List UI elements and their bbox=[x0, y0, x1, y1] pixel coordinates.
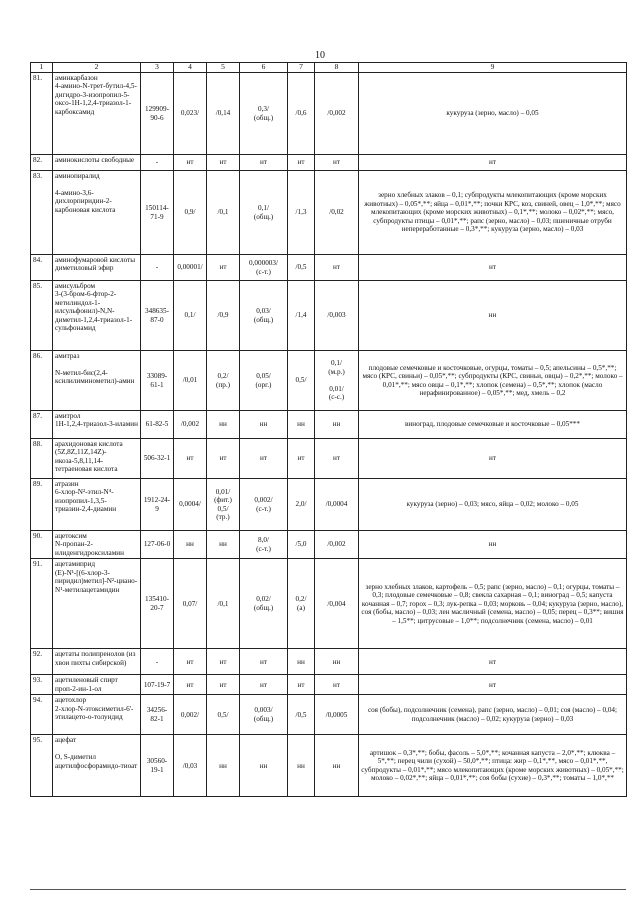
food-residue-limits: нт bbox=[359, 439, 627, 479]
water-limit: нн bbox=[207, 531, 240, 559]
soil-limit: 2,0/ bbox=[288, 479, 315, 531]
cas-number: - bbox=[141, 255, 174, 281]
soil-limit: нт bbox=[288, 439, 315, 479]
atmosphere-limit: нт bbox=[315, 255, 359, 281]
substance-name: аминокислоты свободные bbox=[53, 155, 141, 171]
soil-limit: нн bbox=[288, 649, 315, 675]
substance-name: ацетиленовый спирт проп-2-ин-1-ол bbox=[53, 675, 141, 695]
cas-number: 506-32-1 bbox=[141, 439, 174, 479]
substance-name: амисульбром 3-(3-бром-6-фтор-2-метилиндол-1-илсульфонил)-N,N-диметил-1,2,4-триазол-1-сульфонамид bbox=[53, 281, 141, 351]
cas-number: 135410-20-7 bbox=[141, 559, 174, 649]
air-limit: нт bbox=[240, 649, 288, 675]
regulation-table bbox=[30, 62, 627, 797]
soil-limit: нн bbox=[288, 735, 315, 797]
cas-number: 30560-19-1 bbox=[141, 735, 174, 797]
cas-number: - bbox=[141, 155, 174, 171]
table-row bbox=[31, 649, 627, 675]
table-row bbox=[31, 531, 627, 559]
row-number: 85. bbox=[31, 281, 53, 351]
water-limit: нн bbox=[207, 411, 240, 439]
soil-limit: нт bbox=[288, 155, 315, 171]
substance-name: аминопиралид 4-амино-3,6-дихлорпиридин-2-карбоновая кислота bbox=[53, 171, 141, 255]
column-header: 1 bbox=[31, 63, 53, 73]
table-row bbox=[31, 559, 627, 649]
row-number: 94. bbox=[31, 695, 53, 735]
adi-value: 0,00001/ bbox=[174, 255, 207, 281]
adi-value: 0,0004/ bbox=[174, 479, 207, 531]
air-limit: 0,003/ (общ.) bbox=[240, 695, 288, 735]
cas-number: 34256-82-1 bbox=[141, 695, 174, 735]
adi-value: 0,07/ bbox=[174, 559, 207, 649]
air-limit: 0,03/ (общ.) bbox=[240, 281, 288, 351]
cas-number: 107-19-7 bbox=[141, 675, 174, 695]
table-row bbox=[31, 281, 627, 351]
cas-number: 61-82-5 bbox=[141, 411, 174, 439]
atmosphere-limit: /0,0005 bbox=[315, 695, 359, 735]
page-number: 10 bbox=[315, 50, 325, 61]
cas-number: 127-06-0 bbox=[141, 531, 174, 559]
table-row bbox=[31, 479, 627, 531]
water-limit: нт bbox=[207, 155, 240, 171]
adi-value: нт bbox=[174, 675, 207, 695]
food-residue-limits: зерно хлебных злаков – 0,1; субпродукты млекопитающих (кроме морских животных) – 0,05*,**; яйца – 0,01*,**; почки КРС, коз, свиней, овец – 1,0*,**; мясо млекопитающих (кроме морских животных) – 0,1*,**; молоко – 0,02*,**; мясо, субпродукты птицы – 0,01*,**; рапс (зерно, масло) – 0,03; пшеничные отруби непереработанные – 0,3*,**; кукуруза (зерно, масло) – 0,03 bbox=[359, 171, 627, 255]
water-limit: нт bbox=[207, 675, 240, 695]
page-bottom-rule bbox=[30, 889, 626, 890]
atmosphere-limit: 0,1/ (м.р.) 0,01/ (с-с.) bbox=[315, 351, 359, 411]
air-limit: 0,05/ (орг.) bbox=[240, 351, 288, 411]
column-header: 5 bbox=[207, 63, 240, 73]
water-limit: /0,1 bbox=[207, 559, 240, 649]
air-limit: нн bbox=[240, 411, 288, 439]
table-row bbox=[31, 439, 627, 479]
water-limit: нт bbox=[207, 255, 240, 281]
food-residue-limits: нт bbox=[359, 255, 627, 281]
soil-limit: /0,6 bbox=[288, 73, 315, 155]
cas-number: - bbox=[141, 649, 174, 675]
air-limit: 8,0/ (с-т.) bbox=[240, 531, 288, 559]
cas-number: 1912-24-9 bbox=[141, 479, 174, 531]
table-row bbox=[31, 73, 627, 155]
table-row bbox=[31, 735, 627, 797]
substance-name: амитраз N-метил-бис(2,4-ксилилиминометил)-амин bbox=[53, 351, 141, 411]
adi-value: нт bbox=[174, 155, 207, 171]
air-limit: нн bbox=[240, 735, 288, 797]
row-number: 95. bbox=[31, 735, 53, 797]
atmosphere-limit: нн bbox=[315, 649, 359, 675]
air-limit: 0,002/ (с-т.) bbox=[240, 479, 288, 531]
substance-name: ацетамиприд (E)-N¹-[(6-хлор-3-пиридил)метил]-N²-циано-N¹-метилацетамидин bbox=[53, 559, 141, 649]
food-residue-limits: нт bbox=[359, 649, 627, 675]
food-residue-limits: зерно хлебных злаков, картофель – 0,5; рапс (зерно, масло) – 0,1; огурцы, томаты – 0,3; плодовые семечковые – 0,8; свекла сахарная – 0,1; виноград – 0,5; капуста кочанная – 0,7; горох – 0,3; лук-репка – 0,03; морковь – 0,04; кукуруза (зерно, масло), соя (бобы, масло) – 0,03; лен масличный (семена, масло) – 0,05; перец – 0,3**; вишня – 1,5**; цитрусовые – 1,0**; подсолнечник (семена, масло) – 0,01 bbox=[359, 559, 627, 649]
cas-number: 348635-87-0 bbox=[141, 281, 174, 351]
table-row bbox=[31, 695, 627, 735]
soil-limit: 0,2/ (а) bbox=[288, 559, 315, 649]
food-residue-limits: кукуруза (зерно, масло) – 0,05 bbox=[359, 73, 627, 155]
row-number: 89. bbox=[31, 479, 53, 531]
row-number: 92. bbox=[31, 649, 53, 675]
water-limit: нн bbox=[207, 735, 240, 797]
column-header: 6 bbox=[240, 63, 288, 73]
cas-number: 129909-90-6 bbox=[141, 73, 174, 155]
adi-value: 0,023/ bbox=[174, 73, 207, 155]
row-number: 93. bbox=[31, 675, 53, 695]
adi-value: нт bbox=[174, 439, 207, 479]
substance-name: аминофумаровой кислоты диметиловый эфир bbox=[53, 255, 141, 281]
water-limit: 0,5/ bbox=[207, 695, 240, 735]
atmosphere-limit: нт bbox=[315, 439, 359, 479]
substance-name: ацетаты полипренолов (из хвои пихты сибирской) bbox=[53, 649, 141, 675]
water-limit: /0,14 bbox=[207, 73, 240, 155]
adi-value: 0,1/ bbox=[174, 281, 207, 351]
substance-name: атразин 6-хлор-N²-этил-N⁴-изопропил-1,3,5-триазин-2,4-диамин bbox=[53, 479, 141, 531]
adi-value: 0,002/ bbox=[174, 695, 207, 735]
food-residue-limits: нн bbox=[359, 281, 627, 351]
air-limit: 0,02/ (общ.) bbox=[240, 559, 288, 649]
substance-name: ацефат O, S-диметил ацетилфосфорамидо-тиоат bbox=[53, 735, 141, 797]
cas-number: 150114-71-9 bbox=[141, 171, 174, 255]
atmosphere-limit: /0,002 bbox=[315, 531, 359, 559]
table-row bbox=[31, 351, 627, 411]
table-row bbox=[31, 171, 627, 255]
table-row bbox=[31, 255, 627, 281]
header-row bbox=[31, 63, 627, 73]
adi-value: 0,9/ bbox=[174, 171, 207, 255]
soil-limit: /0,5 bbox=[288, 255, 315, 281]
food-residue-limits: нн bbox=[359, 531, 627, 559]
substance-name: аминкарбазон 4-амино-N-трет-бутил-4,5-дигидро-3-изопропил-5-оксо-1H-1,2,4-триазол-1-карбоксамид bbox=[53, 73, 141, 155]
atmosphere-limit: нт bbox=[315, 675, 359, 695]
column-header: 3 bbox=[141, 63, 174, 73]
table-row bbox=[31, 411, 627, 439]
water-limit: нт bbox=[207, 439, 240, 479]
water-limit: /0,1 bbox=[207, 171, 240, 255]
table-row bbox=[31, 155, 627, 171]
air-limit: 0,3/ (общ.) bbox=[240, 73, 288, 155]
row-number: 87. bbox=[31, 411, 53, 439]
air-limit: 0,1/ (общ.) bbox=[240, 171, 288, 255]
substance-name: ацетоксим N-пропан-2-илиденгидроксиламин bbox=[53, 531, 141, 559]
atmosphere-limit: /0,003 bbox=[315, 281, 359, 351]
column-header: 4 bbox=[174, 63, 207, 73]
air-limit: нт bbox=[240, 675, 288, 695]
table-row bbox=[31, 675, 627, 695]
food-residue-limits: соя (бобы), подсолнечник (семена), рапс (зерно, масло) – 0,01; соя (масло) – 0,04; подсолнечник (масло) – 0,02; кукуруза (зерно) – 0,03 bbox=[359, 695, 627, 735]
row-number: 82. bbox=[31, 155, 53, 171]
substance-name: амитрол 1H-1,2,4-триазол-3-иламин bbox=[53, 411, 141, 439]
soil-limit: /1,3 bbox=[288, 171, 315, 255]
adi-value: нт bbox=[174, 649, 207, 675]
row-number: 84. bbox=[31, 255, 53, 281]
soil-limit: нт bbox=[288, 675, 315, 695]
air-limit: нт bbox=[240, 155, 288, 171]
soil-limit: /1,4 bbox=[288, 281, 315, 351]
row-number: 83. bbox=[31, 171, 53, 255]
air-limit: 0,000003/ (с-т.) bbox=[240, 255, 288, 281]
atmosphere-limit: /0,02 bbox=[315, 171, 359, 255]
row-number: 91. bbox=[31, 559, 53, 649]
column-header: 2 bbox=[53, 63, 141, 73]
soil-limit: 0,5/ bbox=[288, 351, 315, 411]
atmosphere-limit: /0,002 bbox=[315, 73, 359, 155]
soil-limit: /0,5 bbox=[288, 695, 315, 735]
row-number: 90. bbox=[31, 531, 53, 559]
adi-value: нн bbox=[174, 531, 207, 559]
cas-number: 33089-61-1 bbox=[141, 351, 174, 411]
food-residue-limits: плодовые семечковые и косточковые, огурцы, томаты – 0,5; апельсины – 0,5*,**; мясо (КРС, свиньи) – 0,05*,**; субпродукты (КРС, свиньи, овцы) – 0,2*,**; молоко – 0,01*,**; мясо овцы – 0,1*,**; хлопок (семена) – 0,5*,**; хлопок (масло нерафинированное) – 0,05*,**; мед, хмель – 0,2 bbox=[359, 351, 627, 411]
water-limit: нт bbox=[207, 649, 240, 675]
column-header: 8 bbox=[315, 63, 359, 73]
water-limit: /0,9 bbox=[207, 281, 240, 351]
column-header: 7 bbox=[288, 63, 315, 73]
atmosphere-limit: нн bbox=[315, 735, 359, 797]
food-residue-limits: виноград, плодовые семечковые и косточковые – 0,05*** bbox=[359, 411, 627, 439]
row-number: 86. bbox=[31, 351, 53, 411]
food-residue-limits: артишок – 0,3*,**; бобы, фасоль – 5,0*,**; кочанная капуста – 2,0*,**; клюква – 5*,**; перец чили (сухой) – 50,0*,**; птица: жир – 0,1*,**, мясо – 0,01*,**, субпродукты – 0,01*,**; мясо млекопитающих (кроме морских животных) – 0,05*,**; молоко – 0,02*,**; яйца – 0,01*,**; соя бобы (сухие) – 0,3*,**; томаты – 1,0*,** bbox=[359, 735, 627, 797]
row-number: 81. bbox=[31, 73, 53, 155]
food-residue-limits: нт bbox=[359, 155, 627, 171]
adi-value: /0,01 bbox=[174, 351, 207, 411]
food-residue-limits: кукуруза (зерно) – 0,03; мясо, яйца – 0,02; молоко – 0,05 bbox=[359, 479, 627, 531]
row-number: 88. bbox=[31, 439, 53, 479]
atmosphere-limit: /0,004 bbox=[315, 559, 359, 649]
adi-value: /0,03 bbox=[174, 735, 207, 797]
food-residue-limits: нт bbox=[359, 675, 627, 695]
water-limit: 0,2/ (пр.) bbox=[207, 351, 240, 411]
water-limit: 0,01/ (фит.) 0,5/ (тр.) bbox=[207, 479, 240, 531]
atmosphere-limit: /0,0004 bbox=[315, 479, 359, 531]
atmosphere-limit: нт bbox=[315, 155, 359, 171]
substance-name: ацетохлор 2-хлор-N-этоксиметил-6'-этилацето-о-толуидид bbox=[53, 695, 141, 735]
adi-value: /0,002 bbox=[174, 411, 207, 439]
atmosphere-limit: нн bbox=[315, 411, 359, 439]
air-limit: нт bbox=[240, 439, 288, 479]
column-header: 9 bbox=[359, 63, 627, 73]
substance-name: арахидоновая кислота (5Z,8Z,11Z,14Z)-икоза-5,8,11,14-тетраеновая кислота bbox=[53, 439, 141, 479]
soil-limit: нн bbox=[288, 411, 315, 439]
soil-limit: /5,0 bbox=[288, 531, 315, 559]
